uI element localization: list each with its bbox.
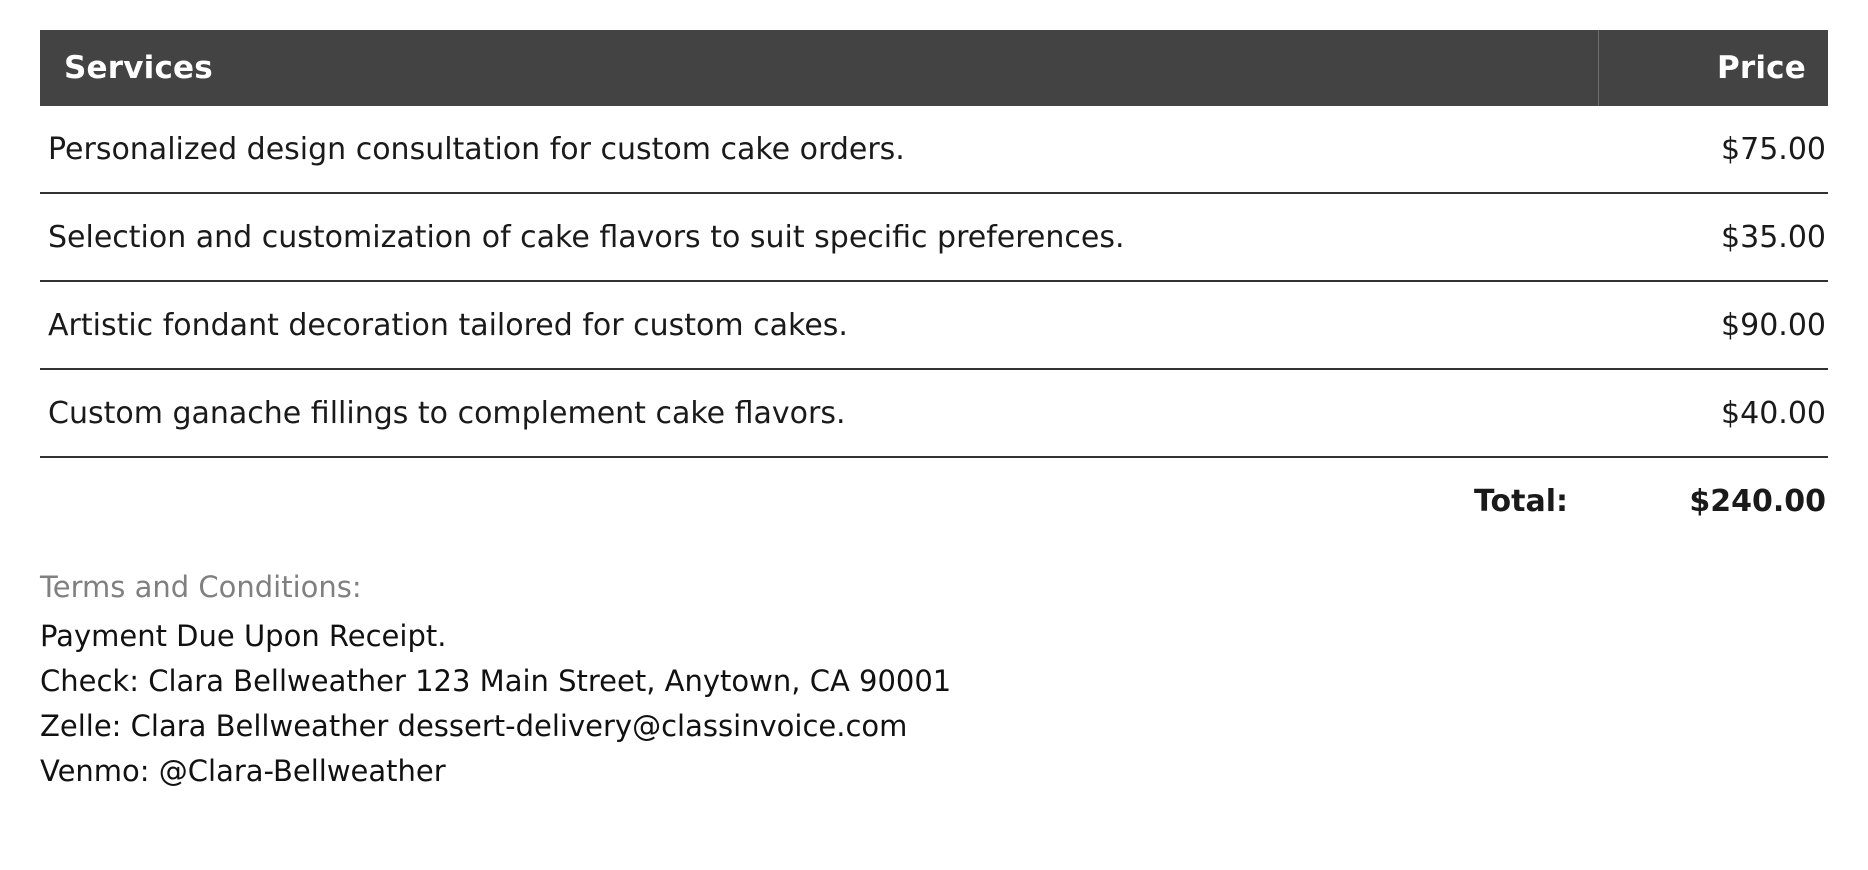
service-description: Artistic fondant decoration tailored for custom cakes. — [40, 281, 1598, 369]
service-description: Personalized design consultation for custom cake orders. — [40, 106, 1598, 193]
table-body — [40, 106, 1828, 544]
service-description: Selection and customization of cake flavors to suit specific preferences. — [40, 193, 1598, 281]
column-header-price: Price — [1598, 30, 1828, 106]
table-row — [40, 281, 1828, 369]
service-price: $40.00 — [1598, 369, 1828, 457]
terms-line-check: Check: Clara Bellweather 123 Main Street, Anytown, CA 90001 — [40, 663, 952, 698]
service-price: $90.00 — [1598, 281, 1828, 369]
terms-line-venmo: Venmo: @Clara-Bellweather — [40, 753, 446, 788]
table-header — [40, 30, 1828, 106]
terms-line-payment: Payment Due Upon Receipt. — [40, 619, 447, 653]
service-price: $75.00 — [1598, 106, 1828, 193]
table-row — [40, 369, 1828, 457]
terms-and-conditions-section — [40, 570, 1828, 794]
service-price: $35.00 — [1598, 193, 1828, 281]
table-header-row — [40, 30, 1828, 106]
terms-title: Terms and Conditions: — [40, 570, 362, 604]
table-row — [40, 106, 1828, 193]
services-table — [40, 30, 1828, 544]
total-label: Total: — [1474, 483, 1568, 519]
terms-line-zelle: Zelle: Clara Bellweather dessert-delivery@classinvoice.com — [40, 708, 908, 743]
table-row — [40, 193, 1828, 281]
total-row — [40, 457, 1828, 544]
column-header-services: Services — [40, 30, 1598, 106]
total-amount: $240.00 — [1689, 483, 1826, 519]
service-description: Custom ganache fillings to complement cake flavors. — [40, 369, 1598, 457]
